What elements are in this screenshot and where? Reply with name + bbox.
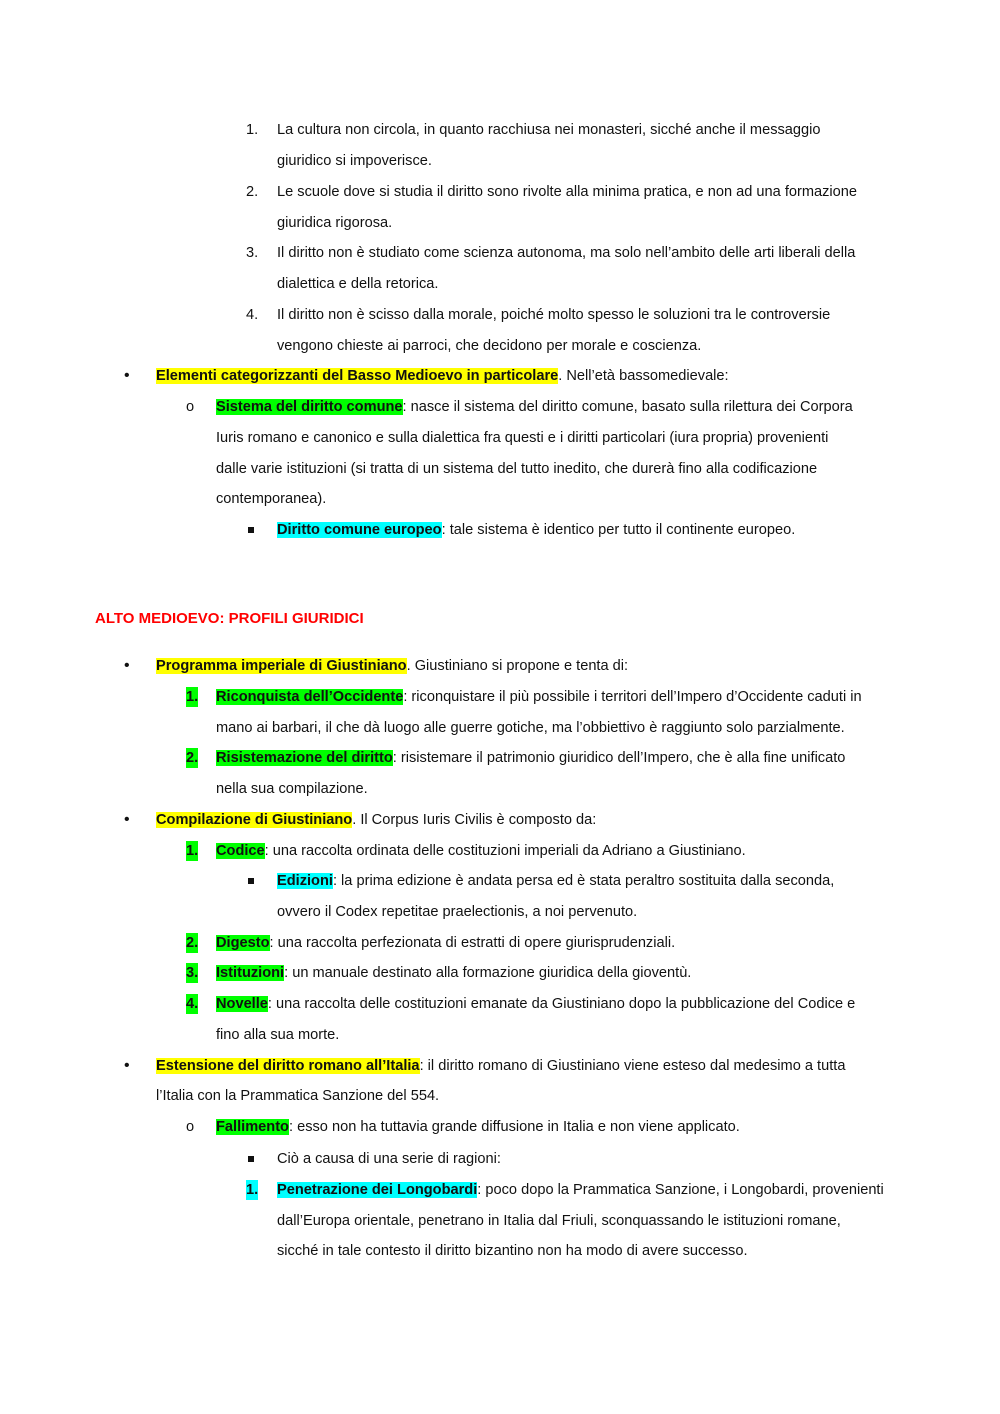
list-item-text: dialettica e della retorica. — [277, 276, 439, 292]
sub-item-text: Fallimento: esso non ha tuttavia grande diffusione in Italia e non viene applicato. — [216, 1119, 740, 1135]
list-number: 3. — [246, 245, 259, 261]
list-number: 2. — [186, 935, 199, 951]
bullet-icon: • — [124, 657, 130, 674]
list-item-text: Penetrazione dei Longobardi: poco dopo la Prammatica Sanzione, i Longobardi, provenienti — [277, 1182, 884, 1198]
list-item-text: nella sua compilazione. — [216, 781, 368, 797]
circle-bullet-icon: o — [186, 1119, 195, 1135]
highlight-term: Estensione del diritto romano all’Italia — [156, 1058, 420, 1074]
bullet-text: l’Italia con la Prammatica Sanzione del 554. — [156, 1088, 440, 1104]
list-item-text: fino alla sua morte. — [216, 1027, 340, 1043]
bullet-text: Estensione del diritto romano all’Italia: il diritto romano di Giustiniano viene esteso dal medesimo a tutta — [156, 1058, 846, 1074]
sub-item-text: dalle varie istituzioni (si tratta di un sistema del tutto inedito, che durerà fino alla codificazione — [216, 461, 818, 477]
list-number: 2. — [186, 750, 199, 766]
section-heading: ALTO MEDIOEVO: PROFILI GIURIDICI — [95, 610, 364, 627]
list-item-text: Codice: una raccolta ordinata delle costituzioni imperiali da Adriano a Giustiniano. — [216, 843, 746, 859]
list-number: 1. — [246, 1182, 259, 1198]
list-number: 4. — [186, 996, 199, 1012]
highlight-term: Programma imperiale di Giustiniano — [156, 658, 407, 674]
highlight-term: Codice — [216, 843, 265, 859]
list-item-text: giuridico si impoverisce. — [277, 153, 432, 169]
highlight-term: Elementi categorizzanti del Basso Medioevo in particolare — [156, 368, 559, 384]
highlight-term: Sistema del diritto comune — [216, 399, 403, 415]
list-item-text: Il diritto non è scisso dalla morale, poiché molto spesso le soluzioni tra le controversie — [277, 307, 831, 323]
square-bullet-icon — [248, 1149, 254, 1169]
bullet-icon: • — [124, 367, 130, 384]
square-bullet-icon — [248, 520, 254, 540]
bullet-icon: • — [124, 811, 130, 828]
list-number: 4. — [246, 307, 259, 323]
bullet-text: Programma imperiale di Giustiniano. Giustiniano si propone e tenta di: — [156, 658, 629, 674]
list-item-text: sicché in tale contesto il diritto bizantino non ha modo di avere successo. — [277, 1243, 748, 1259]
list-item-text: Digesto: una raccolta perfezionata di estratti di opere giurisprudenziali. — [216, 935, 676, 951]
sub-item-text: contemporanea). — [216, 491, 327, 507]
list-item-text: Le scuole dove si studia il diritto sono rivolte alla minima pratica, e non ad una formazione — [277, 184, 858, 200]
bullet-text: Elementi categorizzanti del Basso Medioevo in particolare. Nell’età bassomedievale: — [156, 368, 729, 384]
list-item-text: Istituzioni: un manuale destinato alla formazione giuridica della gioventù. — [216, 965, 692, 981]
list-item-text: La cultura non circola, in quanto racchiusa nei monasteri, sicché anche il messaggio — [277, 122, 821, 138]
bullet-text: Compilazione di Giustiniano. Il Corpus Iuris Civilis è composto da: — [156, 812, 597, 828]
sub-sub-item-text: Ciò a causa di una serie di ragioni: — [277, 1151, 501, 1167]
list-item-text: dall’Europa orientale, penetrano in Italia dal Friuli, sconquassando le istituzioni romane, — [277, 1213, 841, 1229]
highlight-term: Novelle — [216, 996, 268, 1012]
list-item-text: giuridica rigorosa. — [277, 215, 393, 231]
list-number: 1. — [246, 122, 259, 138]
highlight-term: Edizioni — [277, 873, 333, 889]
sub-sub-item-text: Diritto comune europeo: tale sistema è identico per tutto il continente europeo. — [277, 522, 796, 538]
bullet-icon: • — [124, 1057, 130, 1074]
highlight-term: Compilazione di Giustiniano — [156, 812, 353, 828]
list-number: 3. — [186, 965, 199, 981]
highlight-term: Istituzioni — [216, 965, 285, 981]
highlight-term: Diritto comune europeo — [277, 522, 442, 538]
sub-item-text: Sistema del diritto comune: nasce il sistema del diritto comune, basato sulla rilettura dei Corpora — [216, 399, 853, 415]
highlight-term: Riconquista dell’Occidente — [216, 689, 404, 705]
sub-sub-item-text: ovvero il Codex repetitae praelectionis, a noi pervenuto. — [277, 904, 638, 920]
highlight-term: Penetrazione dei Longobardi — [277, 1182, 478, 1198]
highlight-term: Fallimento — [216, 1119, 289, 1135]
list-number: 2. — [246, 184, 259, 200]
list-item-text: vengono chieste ai parroci, che decidono per morale e coscienza. — [277, 338, 702, 354]
highlight-term: Risistemazione del diritto — [216, 750, 393, 766]
highlight-term: Digesto — [216, 935, 270, 951]
sub-item-text: Iuris romano e canonico e sulla dialettica fra questi e i diritti particolari (iura propria) provenienti — [216, 430, 829, 446]
square-bullet-icon — [248, 871, 254, 891]
list-item-text: mano ai barbari, il che dà luogo alle guerre gotiche, ma l’obbiettivo è raggiunto solo parzialmente. — [216, 720, 845, 736]
circle-bullet-icon: o — [186, 399, 195, 415]
list-item-text: Riconquista dell’Occidente: riconquistare il più possibile i territori dell’Impero d’Occidente caduti in — [216, 689, 862, 705]
list-item-text: Il diritto non è studiato come scienza autonoma, ma solo nell’ambito delle arti liberali della — [277, 245, 856, 261]
sub-sub-item-text: Edizioni: la prima edizione è andata persa ed è stata peraltro sostituita dalla seconda, — [277, 873, 835, 889]
list-number: 1. — [186, 843, 199, 859]
list-item-text: Risistemazione del diritto: risistemare il patrimonio giuridico dell’Impero, che è alla fine unificato — [216, 750, 846, 766]
list-number: 1. — [186, 689, 199, 705]
list-item-text: Novelle: una raccolta delle costituzioni emanate da Giustiniano dopo la pubblicazione del Codice e — [216, 996, 856, 1012]
